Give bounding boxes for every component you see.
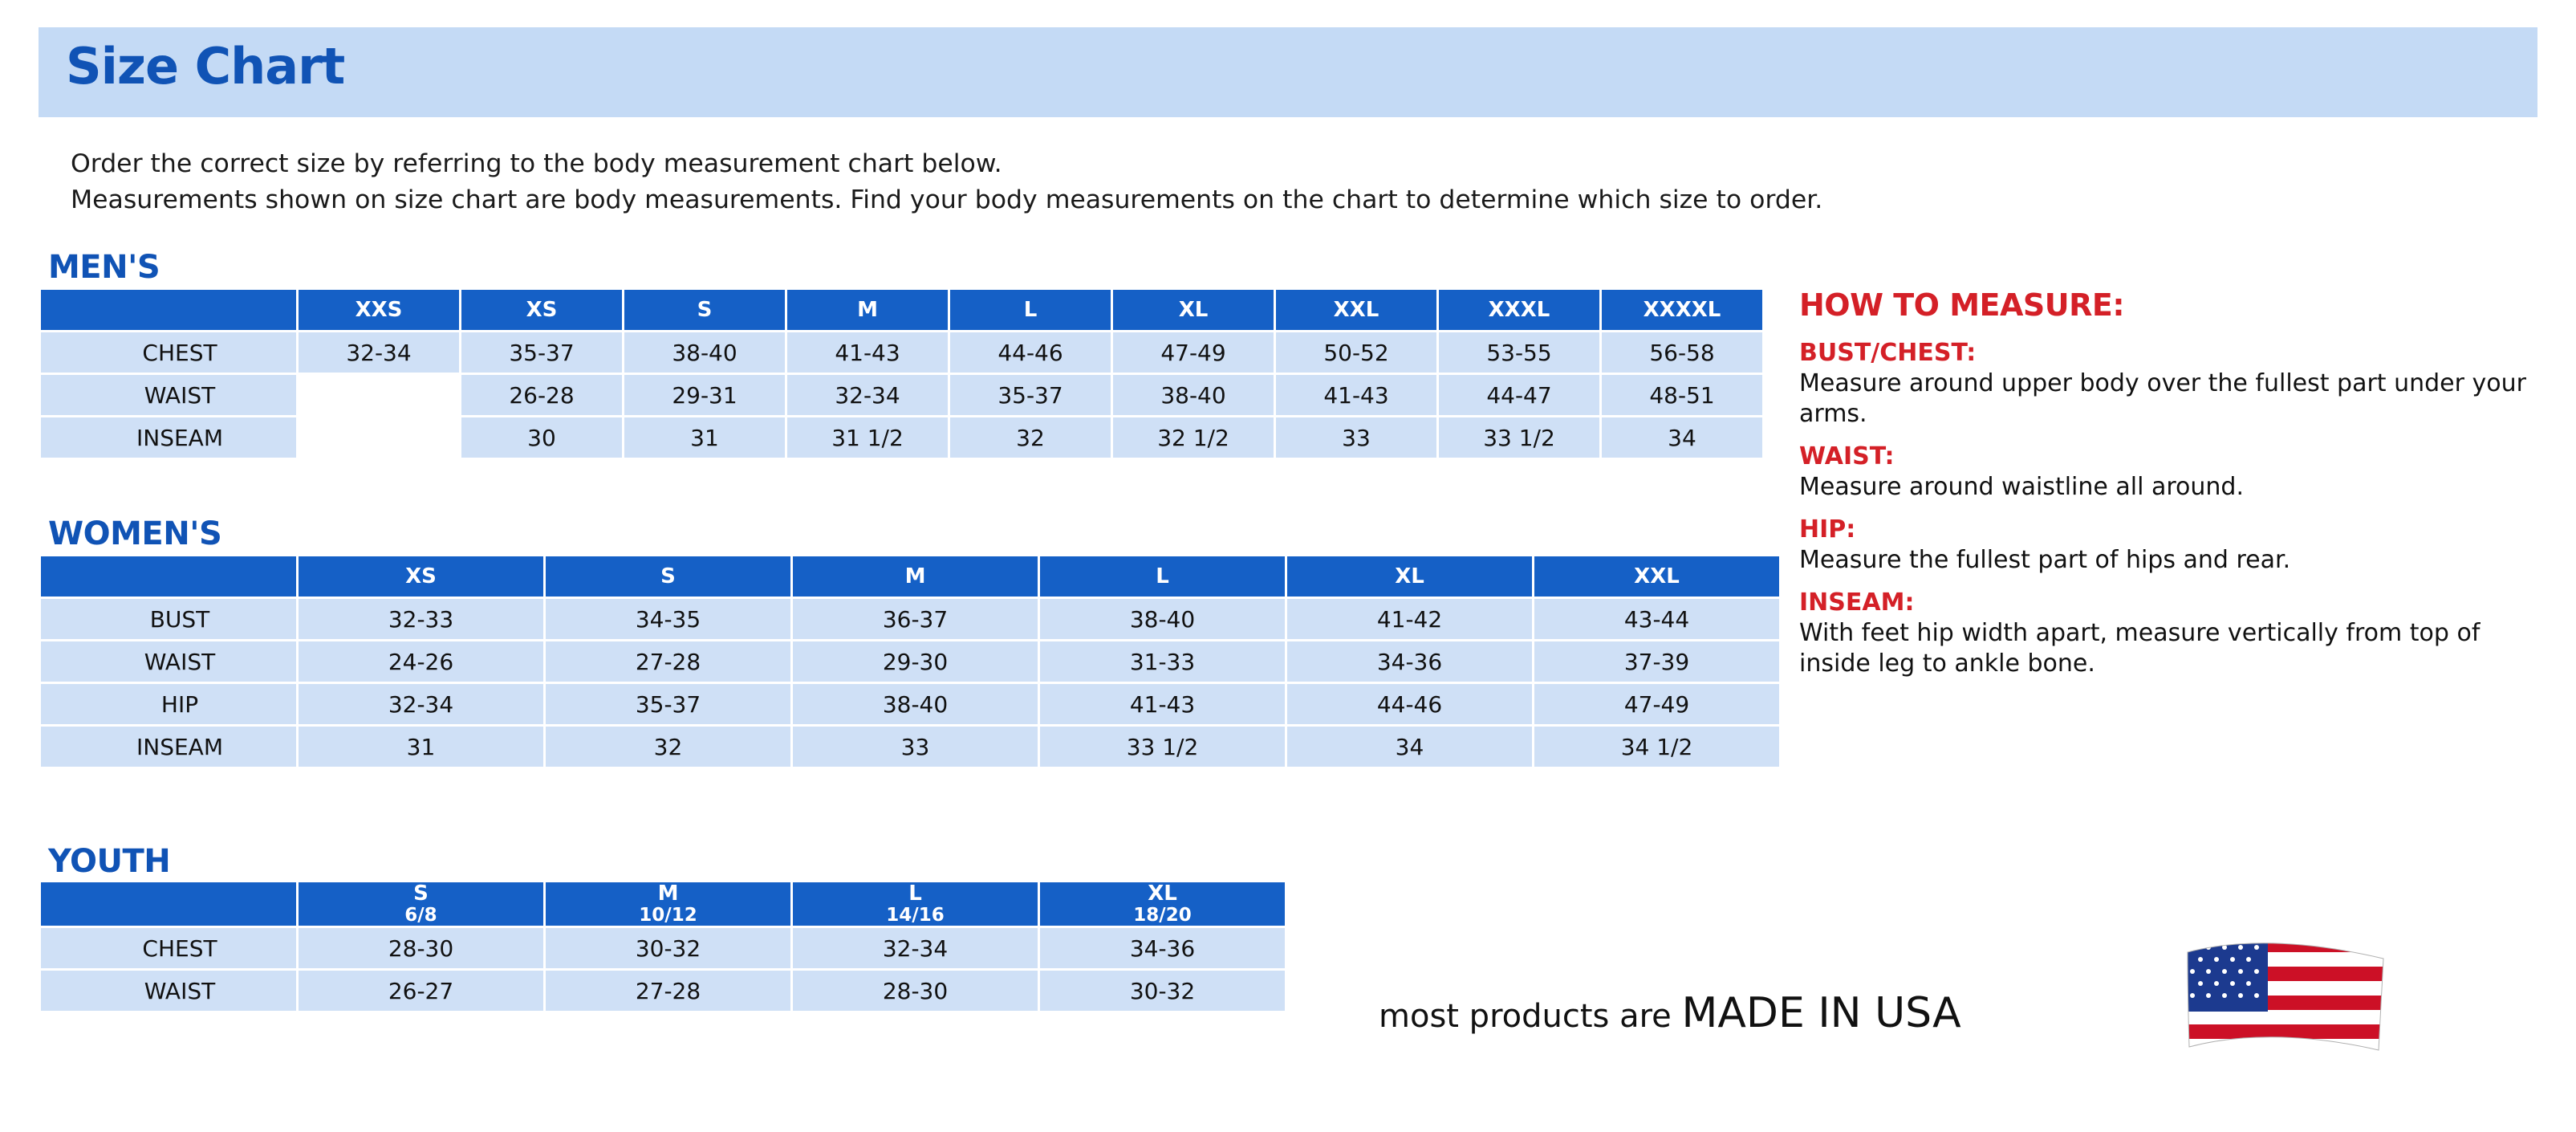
intro-line-1: Order the correct size by referring to the body measurement chart below. [71,149,1002,178]
mens-cell: 32 1/2 [1113,417,1274,458]
mens-column-header: XS [461,290,622,330]
youth-cell: 34-36 [1040,928,1285,968]
womens-cell: 29-30 [793,641,1038,682]
mens-row [41,417,1762,458]
womens-column-header: XL [1287,556,1532,597]
intro-line-2: Measurements shown on size chart are body measurements. Find your body measurements on the chart to determine which size to order. [71,185,1823,214]
youth-column-header: S 6/8 [299,882,543,926]
womens-size-table [39,554,1782,769]
womens-cell: 41-42 [1287,599,1532,639]
how-to-measure-term: HIP: [1799,515,1856,544]
womens-cell: 24-26 [299,641,543,682]
mens-cell: 29-31 [624,375,785,415]
womens-cell: 32-34 [299,684,543,724]
youth-column-header: XL 18/20 [1040,882,1285,926]
womens-cell: 31 [299,727,543,767]
youth-cell: 30-32 [1040,971,1285,1011]
womens-corner-cell [41,556,296,597]
womens-row [41,641,1779,682]
mens-column-header: XXL [1276,290,1436,330]
mens-cell: 33 [1276,417,1436,458]
womens-cell: 38-40 [1040,599,1285,639]
mens-cell [299,375,459,415]
womens-cell: 33 1/2 [1040,727,1285,767]
youth-corner-cell [41,882,296,926]
mens-row [41,375,1762,415]
womens-cell: 31-33 [1040,641,1285,682]
youth-row-label: WAIST [41,971,296,1011]
mens-cell: 50-52 [1276,332,1436,373]
womens-column-header: M [793,556,1038,597]
mens-cell: 41-43 [1276,375,1436,415]
how-to-measure-text: Measure the fullest part of hips and rear. [1799,546,2291,574]
mens-cell: 44-46 [950,332,1111,373]
mens-header-row [41,290,1762,330]
made-in-usa-caption [1379,989,1961,1037]
youth-row-label: CHEST [41,928,296,968]
mens-cell: 53-55 [1439,332,1599,373]
how-to-measure-item [1799,515,2546,576]
youth-cell: 28-30 [299,928,543,968]
youth-size-table [39,880,1287,1013]
womens-column-header: XS [299,556,543,597]
usa-flag-icon [2181,938,2390,1066]
mens-cell: 47-49 [1113,332,1274,373]
womens-row-label: HIP [41,684,296,724]
womens-cell: 34-35 [546,599,790,639]
how-to-measure-item [1799,588,2546,679]
youth-header-row [41,882,1285,926]
mens-row-label: WAIST [41,375,296,415]
youth-column-header: L 14/16 [793,882,1038,926]
womens-column-header: S [546,556,790,597]
mens-cell: 33 1/2 [1439,417,1599,458]
how-to-measure-panel [1799,287,2546,679]
mens-cell: 32-34 [787,375,948,415]
mens-cell: 48-51 [1602,375,1762,415]
how-to-measure-item [1799,339,2546,430]
mens-column-header: S [624,290,785,330]
womens-row [41,727,1779,767]
womens-cell: 33 [793,727,1038,767]
mens-cell: 31 1/2 [787,417,948,458]
mens-cell: 56-58 [1602,332,1762,373]
how-to-measure-text: Measure around waistline all around. [1799,473,2244,501]
youth-cell: 28-30 [793,971,1038,1011]
youth-cell: 27-28 [546,971,790,1011]
intro-text [71,146,2526,218]
made-in-usa-emphasis: MADE IN USA [1681,989,1961,1037]
mens-cell: 32 [950,417,1111,458]
youth-section-title: YOUTH [48,843,171,880]
mens-row-label: INSEAM [41,417,296,458]
womens-cell: 35-37 [546,684,790,724]
mens-cell: 30 [461,417,622,458]
mens-cell: 31 [624,417,785,458]
mens-cell: 41-43 [787,332,948,373]
womens-cell: 41-43 [1040,684,1285,724]
mens-cell: 26-28 [461,375,622,415]
how-to-measure-term: BUST/CHEST: [1799,339,1977,367]
header-banner [39,27,2537,117]
youth-column-header: M 10/12 [546,882,790,926]
womens-cell: 47-49 [1534,684,1779,724]
how-to-measure-item [1799,442,2546,503]
mens-row [41,332,1762,373]
mens-column-header: M [787,290,948,330]
how-to-measure-term: INSEAM: [1799,588,1915,617]
youth-cell: 32-34 [793,928,1038,968]
mens-cell: 44-47 [1439,375,1599,415]
mens-cell: 35-37 [461,332,622,373]
womens-cell: 27-28 [546,641,790,682]
womens-column-header: L [1040,556,1285,597]
mens-cell: 32-34 [299,332,459,373]
youth-row [41,971,1285,1011]
womens-row-label: WAIST [41,641,296,682]
womens-cell: 38-40 [793,684,1038,724]
womens-header-row [41,556,1779,597]
mens-column-header: XXXXL [1602,290,1762,330]
youth-row [41,928,1285,968]
mens-column-header: L [950,290,1111,330]
womens-cell: 32 [546,727,790,767]
womens-column-header: XXL [1534,556,1779,597]
mens-cell: 38-40 [624,332,785,373]
how-to-measure-title: HOW TO MEASURE: [1799,287,2125,323]
womens-cell: 44-46 [1287,684,1532,724]
youth-cell: 26-27 [299,971,543,1011]
womens-row-label: BUST [41,599,296,639]
womens-row [41,684,1779,724]
womens-cell: 32-33 [299,599,543,639]
womens-cell: 34 1/2 [1534,727,1779,767]
youth-cell: 30-32 [546,928,790,968]
page-title: Size Chart [66,37,345,96]
womens-cell: 34 [1287,727,1532,767]
womens-row [41,599,1779,639]
mens-column-header: XXXL [1439,290,1599,330]
mens-size-table [39,287,1765,460]
mens-column-header: XL [1113,290,1274,330]
how-to-measure-text: Measure around upper body over the fullest part under your arms. [1799,369,2526,428]
womens-cell: 43-44 [1534,599,1779,639]
womens-cell: 36-37 [793,599,1038,639]
how-to-measure-term: WAIST: [1799,442,1895,470]
mens-section-title: MEN'S [48,249,160,286]
mens-column-header: XXS [299,290,459,330]
how-to-measure-text: With feet hip width apart, measure vertically from top of inside leg to ankle bone. [1799,619,2481,678]
mens-row-label: CHEST [41,332,296,373]
mens-cell: 35-37 [950,375,1111,415]
made-in-usa-prefix: most products are [1379,998,1682,1035]
mens-corner-cell [41,290,296,330]
womens-section-title: WOMEN'S [48,515,222,552]
mens-cell [299,417,459,458]
mens-cell: 38-40 [1113,375,1274,415]
womens-row-label: INSEAM [41,727,296,767]
mens-cell: 34 [1602,417,1762,458]
womens-cell: 34-36 [1287,641,1532,682]
womens-cell: 37-39 [1534,641,1779,682]
